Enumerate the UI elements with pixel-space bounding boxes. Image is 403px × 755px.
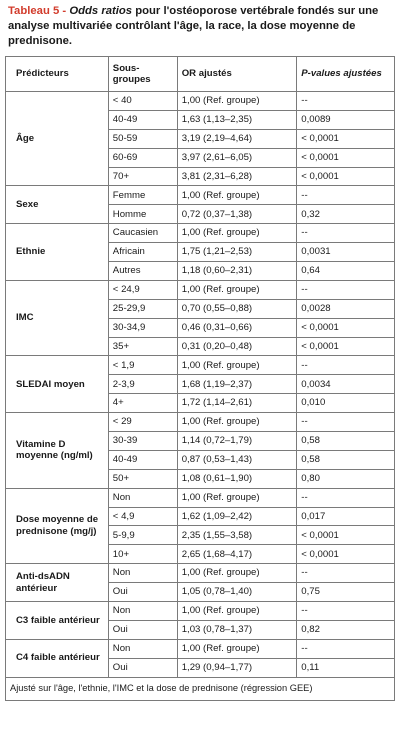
or-cell: 0,31 (0,20–0,48): [177, 337, 297, 356]
or-cell: 1,00 (Ref. groupe): [177, 280, 297, 299]
or-cell: 1,29 (0,94–1,77): [177, 658, 297, 677]
subgroup-cell: < 40: [108, 92, 177, 111]
footnote: Ajusté sur l'âge, l'ethnie, l'IMC et la dose de prednisone (régression GEE): [6, 677, 395, 700]
subgroup-cell: Non: [108, 488, 177, 507]
pvalue-cell: --: [297, 92, 395, 111]
or-cell: 1,00 (Ref. groupe): [177, 356, 297, 375]
subgroup-cell: 30-39: [108, 432, 177, 451]
subgroup-cell: Oui: [108, 620, 177, 639]
or-cell: 1,72 (1,14–2,61): [177, 394, 297, 413]
or-cell: 3,97 (2,61–6,05): [177, 148, 297, 167]
caption-text: pour l'ostéoporose vertébrale fondés sur une analyse multivariée contrôlant l'âge, la race, la dose moyenne de prednisone.: [8, 5, 379, 47]
predictor-label: Anti-dsADN antérieur: [6, 564, 109, 602]
or-cell: 0,70 (0,55–0,88): [177, 299, 297, 318]
or-cell: 1,05 (0,78–1,40): [177, 583, 297, 602]
pvalue-cell: --: [297, 413, 395, 432]
subgroup-cell: < 29: [108, 413, 177, 432]
predictor-label: Vitamine D moyenne (ng/ml): [6, 413, 109, 489]
or-cell: 2,65 (1,68–4,17): [177, 545, 297, 564]
pvalue-cell: --: [297, 280, 395, 299]
pvalue-cell: --: [297, 639, 395, 658]
predictor-label: Dose moyenne de prednisone (mg/j): [6, 488, 109, 564]
pvalue-cell: 0,0028: [297, 299, 395, 318]
predictor-label: Âge: [6, 92, 109, 186]
footnote-row: [6, 677, 395, 700]
subgroup-cell: < 1,9: [108, 356, 177, 375]
or-cell: 1,00 (Ref. groupe): [177, 488, 297, 507]
pvalue-cell: 0,82: [297, 620, 395, 639]
subgroup-cell: Oui: [108, 583, 177, 602]
pvalue-cell: < 0,0001: [297, 318, 395, 337]
pvalue-cell: < 0,0001: [297, 337, 395, 356]
subgroup-cell: Non: [108, 602, 177, 621]
table-row: [6, 488, 395, 507]
subgroup-cell: 30-34,9: [108, 318, 177, 337]
predictor-label: SLEDAI moyen: [6, 356, 109, 413]
pvalue-cell: < 0,0001: [297, 167, 395, 186]
pvalue-cell: < 0,0001: [297, 148, 395, 167]
subgroup-cell: 10+: [108, 545, 177, 564]
pvalue-cell: 0,64: [297, 262, 395, 281]
or-cell: 1,00 (Ref. groupe): [177, 639, 297, 658]
or-cell: 0,72 (0,37–1,38): [177, 205, 297, 224]
table-row: [6, 413, 395, 432]
table-row: [6, 186, 395, 205]
pvalue-cell: --: [297, 602, 395, 621]
subgroup-cell: Non: [108, 564, 177, 583]
header-pvalues: [297, 57, 395, 92]
table-row: [6, 356, 395, 375]
subgroup-cell: 70+: [108, 167, 177, 186]
or-cell: 1,08 (0,61–1,90): [177, 469, 297, 488]
or-cell: 0,46 (0,31–0,66): [177, 318, 297, 337]
caption-lead: Tableau 5 -: [8, 5, 70, 17]
subgroup-cell: 2-3,9: [108, 375, 177, 394]
pvalue-cell: 0,0089: [297, 110, 395, 129]
table-caption: [8, 4, 399, 49]
predictor-label: IMC: [6, 280, 109, 356]
or-cell: 1,00 (Ref. groupe): [177, 564, 297, 583]
table-row: [6, 224, 395, 243]
table-row: [6, 92, 395, 111]
subgroup-cell: 50+: [108, 469, 177, 488]
table-body: [6, 92, 395, 678]
or-cell: 0,87 (0,53–1,43): [177, 450, 297, 469]
pvalue-cell: 0,0034: [297, 375, 395, 394]
pvalue-cell: 0,75: [297, 583, 395, 602]
table-row: [6, 280, 395, 299]
subgroup-cell: < 24,9: [108, 280, 177, 299]
or-cell: 3,81 (2,31–6,28): [177, 167, 297, 186]
pvalue-cell: 0,32: [297, 205, 395, 224]
or-cell: 3,19 (2,19–4,64): [177, 129, 297, 148]
or-cell: 1,14 (0,72–1,79): [177, 432, 297, 451]
or-cell: 1,18 (0,60–2,31): [177, 262, 297, 281]
subgroup-cell: Autres: [108, 262, 177, 281]
subgroup-cell: Africain: [108, 243, 177, 262]
table-row: [6, 602, 395, 621]
predictor-label: C4 faible antérieur: [6, 639, 109, 677]
pvalue-cell: 0,58: [297, 432, 395, 451]
or-cell: 1,68 (1,19–2,37): [177, 375, 297, 394]
pvalue-cell: 0,017: [297, 507, 395, 526]
odds-ratio-table: [5, 56, 395, 701]
or-cell: 1,00 (Ref. groupe): [177, 92, 297, 111]
or-cell: 1,62 (1,09–2,42): [177, 507, 297, 526]
or-cell: 1,63 (1,13–2,35): [177, 110, 297, 129]
subgroup-cell: 35+: [108, 337, 177, 356]
subgroup-cell: Oui: [108, 658, 177, 677]
header-or: OR ajustés: [177, 57, 297, 92]
or-cell: 1,03 (0,78–1,37): [177, 620, 297, 639]
pvalue-cell: 0,010: [297, 394, 395, 413]
predictor-label: Ethnie: [6, 224, 109, 281]
subgroup-cell: 60-69: [108, 148, 177, 167]
subgroup-cell: Non: [108, 639, 177, 658]
subgroup-cell: Femme: [108, 186, 177, 205]
caption-italic: Odds ratios: [69, 5, 133, 17]
pvalue-cell: < 0,0001: [297, 545, 395, 564]
pvalue-cell: --: [297, 488, 395, 507]
pvalue-cell: --: [297, 356, 395, 375]
subgroup-cell: 40-49: [108, 110, 177, 129]
subgroup-cell: 40-49: [108, 450, 177, 469]
pvalue-cell: < 0,0001: [297, 129, 395, 148]
subgroup-cell: Homme: [108, 205, 177, 224]
predictor-label: C3 faible antérieur: [6, 602, 109, 640]
pvalue-cell: --: [297, 564, 395, 583]
header-sous-groupes: Sous-groupes: [108, 57, 177, 92]
subgroup-cell: 50-59: [108, 129, 177, 148]
or-cell: 1,00 (Ref. groupe): [177, 224, 297, 243]
header-pvalues-label: P-values ajustées: [301, 68, 382, 80]
table-row: [6, 639, 395, 658]
subgroup-cell: 5-9,9: [108, 526, 177, 545]
pvalue-cell: 0,80: [297, 469, 395, 488]
predictor-label: Sexe: [6, 186, 109, 224]
pvalue-cell: --: [297, 186, 395, 205]
subgroup-cell: Caucasien: [108, 224, 177, 243]
pvalue-cell: 0,0031: [297, 243, 395, 262]
pvalue-cell: 0,58: [297, 450, 395, 469]
or-cell: 1,00 (Ref. groupe): [177, 413, 297, 432]
header-predicteurs: Prédicteurs: [6, 57, 109, 92]
pvalue-cell: < 0,0001: [297, 526, 395, 545]
or-cell: 2,35 (1,55–3,58): [177, 526, 297, 545]
subgroup-cell: 25-29,9: [108, 299, 177, 318]
pvalue-cell: 0,11: [297, 658, 395, 677]
table-row: [6, 564, 395, 583]
header-row: [6, 57, 395, 92]
or-cell: 1,00 (Ref. groupe): [177, 186, 297, 205]
subgroup-cell: < 4,9: [108, 507, 177, 526]
subgroup-cell: 4+: [108, 394, 177, 413]
or-cell: 1,75 (1,21–2,53): [177, 243, 297, 262]
or-cell: 1,00 (Ref. groupe): [177, 602, 297, 621]
pvalue-cell: --: [297, 224, 395, 243]
